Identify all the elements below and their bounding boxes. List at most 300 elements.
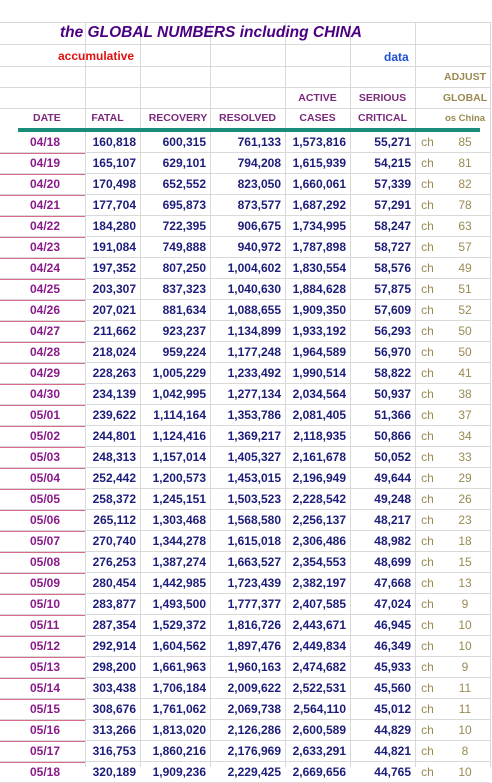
table-row xyxy=(0,300,490,321)
cell-critical: 57,609 xyxy=(374,303,411,317)
cell-recovery: 1,387,274 xyxy=(152,555,206,569)
cell-recovery: 1,442,985 xyxy=(152,576,206,590)
header-resolved: RESOLVED xyxy=(219,112,276,124)
cell-active: 2,449,834 xyxy=(292,639,346,653)
cell-resolved: 1,663,527 xyxy=(227,555,281,569)
cell-recovery: 652,552 xyxy=(162,177,206,191)
cell-fatal: 165,107 xyxy=(92,156,136,170)
cell-recovery: 749,888 xyxy=(162,240,206,254)
cell-ch: ch xyxy=(421,618,434,632)
cell-resolved: 1,277,134 xyxy=(227,387,281,401)
cell-active: 2,228,542 xyxy=(292,492,346,506)
cell-recovery: 1,114,164 xyxy=(153,408,206,422)
cell-recovery: 1,813,020 xyxy=(152,723,206,737)
date-divider xyxy=(0,426,85,427)
cell-recovery: 1,042,995 xyxy=(152,387,206,401)
date-divider xyxy=(0,384,85,385)
cell-fatal: 218,024 xyxy=(92,345,136,359)
header-fatal: FATAL xyxy=(91,112,124,124)
cell-date: 04/18 xyxy=(30,135,61,149)
cell-critical: 58,727 xyxy=(374,240,411,254)
cell-critical: 58,822 xyxy=(374,366,411,380)
table-row xyxy=(0,762,490,783)
cell-critical: 47,668 xyxy=(374,576,411,590)
cell-critical: 57,291 xyxy=(374,198,411,212)
table-row xyxy=(0,510,490,531)
date-divider xyxy=(0,321,85,322)
cell-adjust: 9 xyxy=(461,597,469,611)
cell-fatal: 184,280 xyxy=(92,219,136,233)
cell-critical: 48,699 xyxy=(374,555,411,569)
table-row xyxy=(0,258,490,279)
cell-active: 2,306,486 xyxy=(292,534,346,548)
cell-recovery: 1,493,500 xyxy=(152,597,206,611)
date-divider xyxy=(0,552,85,553)
cell-resolved: 2,176,969 xyxy=(227,744,281,758)
cell-recovery: 1,124,416 xyxy=(152,429,206,443)
table-row xyxy=(0,405,490,426)
grid-line xyxy=(0,87,490,88)
cell-adjust: 34 xyxy=(458,429,472,443)
date-divider xyxy=(0,363,85,364)
cell-critical: 45,012 xyxy=(374,702,411,716)
date-divider xyxy=(0,657,85,658)
cell-critical: 50,937 xyxy=(374,387,411,401)
cell-resolved: 1,134,899 xyxy=(227,324,281,338)
cell-adjust: 49 xyxy=(458,261,472,275)
header-os-china: os China xyxy=(444,113,486,124)
table-row xyxy=(0,174,490,195)
cell-critical: 54,215 xyxy=(374,156,411,170)
table-row xyxy=(0,594,490,615)
cell-resolved: 940,972 xyxy=(237,240,281,254)
cell-ch: ch xyxy=(421,660,434,674)
cell-resolved: 1,353,786 xyxy=(227,408,281,422)
cell-active: 1,787,898 xyxy=(292,240,346,254)
cell-recovery: 1,860,216 xyxy=(152,744,206,758)
cell-ch: ch xyxy=(421,219,434,233)
cell-active: 2,474,682 xyxy=(292,660,346,674)
cell-fatal: 177,704 xyxy=(92,198,136,212)
cell-adjust: 33 xyxy=(458,450,472,464)
cell-active: 2,034,564 xyxy=(292,387,346,401)
cell-date: 04/23 xyxy=(30,240,61,254)
grid-line xyxy=(0,66,490,67)
header-active: ACTIVE xyxy=(298,92,337,104)
date-divider xyxy=(0,216,85,217)
cell-recovery: 1,529,372 xyxy=(152,618,206,632)
cell-date: 05/03 xyxy=(30,450,61,464)
cell-date: 05/08 xyxy=(30,555,61,569)
date-divider xyxy=(0,678,85,679)
cell-critical: 45,933 xyxy=(374,660,411,674)
cell-adjust: 10 xyxy=(458,765,472,779)
cell-ch: ch xyxy=(421,723,434,737)
table-row xyxy=(0,531,490,552)
cell-resolved: 1,723,439 xyxy=(227,576,281,590)
cell-resolved: 1,088,655 xyxy=(227,303,281,317)
cell-critical: 56,293 xyxy=(374,324,411,338)
cell-adjust: 11 xyxy=(458,702,472,716)
cell-date: 04/29 xyxy=(30,366,61,380)
cell-adjust: 18 xyxy=(458,534,472,548)
table-row xyxy=(0,678,490,699)
cell-date: 05/16 xyxy=(30,723,61,737)
cell-resolved: 1,453,015 xyxy=(227,471,281,485)
cell-fatal: 211,662 xyxy=(93,324,136,338)
cell-recovery: 959,224 xyxy=(162,345,206,359)
date-divider xyxy=(0,573,85,574)
cell-date: 05/12 xyxy=(30,639,61,653)
cell-recovery: 837,323 xyxy=(162,282,206,296)
cell-fatal: 303,438 xyxy=(92,681,136,695)
header-adjust: ADJUST xyxy=(443,71,486,83)
table-row xyxy=(0,573,490,594)
cell-resolved: 761,133 xyxy=(237,135,281,149)
date-divider xyxy=(0,258,85,259)
table-row xyxy=(0,657,490,678)
cell-resolved: 1,369,217 xyxy=(227,429,281,443)
cell-recovery: 807,250 xyxy=(162,261,206,275)
cell-date: 04/19 xyxy=(30,156,61,170)
cell-critical: 57,339 xyxy=(374,177,411,191)
cell-resolved: 873,577 xyxy=(237,198,281,212)
date-divider xyxy=(0,615,85,616)
date-divider xyxy=(0,699,85,700)
cell-fatal: 239,622 xyxy=(92,408,136,422)
cell-fatal: 316,753 xyxy=(92,744,136,758)
cell-critical: 50,052 xyxy=(374,450,411,464)
cell-adjust: 63 xyxy=(458,219,472,233)
cell-date: 04/22 xyxy=(30,219,61,233)
table-row xyxy=(0,615,490,636)
cell-adjust: 8 xyxy=(461,744,469,758)
accumulative-label: accumulative xyxy=(58,49,135,63)
cell-ch: ch xyxy=(421,408,434,422)
cell-adjust: 9 xyxy=(461,660,469,674)
cell-fatal: 252,442 xyxy=(92,471,136,485)
cell-resolved: 1,897,476 xyxy=(227,639,281,653)
cell-date: 04/21 xyxy=(30,198,61,212)
cell-ch: ch xyxy=(421,639,434,653)
table-row xyxy=(0,426,490,447)
cell-active: 2,118,935 xyxy=(293,429,346,443)
cell-adjust: 50 xyxy=(458,345,472,359)
cell-active: 1,734,995 xyxy=(292,219,346,233)
table-row xyxy=(0,636,490,657)
cell-ch: ch xyxy=(421,282,434,296)
cell-recovery: 1,303,468 xyxy=(152,513,206,527)
cell-adjust: 41 xyxy=(458,366,472,380)
cell-adjust: 78 xyxy=(458,198,472,212)
cell-resolved: 1,503,523 xyxy=(227,492,281,506)
table-row xyxy=(0,468,490,489)
cell-resolved: 1,040,630 xyxy=(227,282,281,296)
cell-adjust: 15 xyxy=(458,555,472,569)
cell-ch: ch xyxy=(421,135,434,149)
cell-critical: 45,560 xyxy=(374,681,411,695)
cell-ch: ch xyxy=(421,744,434,758)
cell-date: 04/20 xyxy=(30,177,61,191)
cell-critical: 44,829 xyxy=(374,723,411,737)
cell-ch: ch xyxy=(421,303,434,317)
cell-fatal: 228,263 xyxy=(92,366,136,380)
date-divider xyxy=(0,195,85,196)
cell-date: 05/01 xyxy=(30,408,61,422)
date-divider xyxy=(0,300,85,301)
cell-active: 2,669,656 xyxy=(292,765,346,779)
cell-ch: ch xyxy=(421,513,434,527)
cell-ch: ch xyxy=(421,450,434,464)
date-divider xyxy=(0,636,85,637)
cell-adjust: 29 xyxy=(458,471,472,485)
cell-fatal: 320,189 xyxy=(92,765,136,779)
cell-fatal: 313,266 xyxy=(92,723,136,737)
table-row xyxy=(0,153,490,174)
table-row xyxy=(0,720,490,741)
date-divider xyxy=(0,489,85,490)
cell-resolved: 1,177,248 xyxy=(227,345,281,359)
cell-recovery: 1,157,014 xyxy=(152,450,206,464)
cell-date: 05/10 xyxy=(30,597,61,611)
date-divider xyxy=(0,510,85,511)
cell-critical: 46,945 xyxy=(374,618,411,632)
cell-critical: 57,875 xyxy=(374,282,411,296)
cell-critical: 48,217 xyxy=(374,513,411,527)
cell-fatal: 203,307 xyxy=(92,282,136,296)
cell-resolved: 1,816,726 xyxy=(227,618,281,632)
table-row xyxy=(0,741,490,762)
cell-recovery: 923,237 xyxy=(162,324,206,338)
cell-ch: ch xyxy=(421,702,434,716)
cell-adjust: 11 xyxy=(458,681,472,695)
cell-adjust: 50 xyxy=(458,324,472,338)
cell-fatal: 244,801 xyxy=(92,429,136,443)
cell-active: 1,990,514 xyxy=(292,366,346,380)
cell-critical: 58,247 xyxy=(374,219,411,233)
table-row xyxy=(0,699,490,720)
cell-date: 04/24 xyxy=(30,261,61,275)
cell-ch: ch xyxy=(421,324,434,338)
cell-fatal: 308,676 xyxy=(92,702,136,716)
table-row xyxy=(0,384,490,405)
cell-date: 05/09 xyxy=(30,576,61,590)
cell-adjust: 57 xyxy=(458,240,472,254)
cell-critical: 44,765 xyxy=(374,765,411,779)
cell-ch: ch xyxy=(421,261,434,275)
cell-date: 05/02 xyxy=(30,429,61,443)
cell-resolved: 1,233,492 xyxy=(227,366,281,380)
cell-active: 2,256,137 xyxy=(292,513,346,527)
cell-active: 2,354,553 xyxy=(292,555,346,569)
grid-line xyxy=(0,44,490,45)
cell-recovery: 1,245,151 xyxy=(152,492,206,506)
cell-fatal: 298,200 xyxy=(92,660,136,674)
cell-critical: 46,349 xyxy=(374,639,411,653)
cell-fatal: 197,352 xyxy=(92,261,136,275)
cell-resolved: 2,126,286 xyxy=(227,723,281,737)
cell-active: 2,600,589 xyxy=(292,723,346,737)
cell-active: 2,196,949 xyxy=(292,471,346,485)
cell-critical: 49,248 xyxy=(374,492,411,506)
cell-ch: ch xyxy=(421,597,434,611)
cell-critical: 49,644 xyxy=(374,471,411,485)
cell-resolved: 2,229,425 xyxy=(227,765,281,779)
cell-active: 2,407,585 xyxy=(292,597,346,611)
cell-fatal: 292,914 xyxy=(92,639,136,653)
date-divider xyxy=(0,174,85,175)
cell-date: 04/25 xyxy=(30,282,61,296)
date-divider xyxy=(0,468,85,469)
cell-critical: 47,024 xyxy=(374,597,411,611)
cell-active: 1,573,816 xyxy=(292,135,346,149)
table-row xyxy=(0,363,490,384)
cell-fatal: 160,818 xyxy=(92,135,136,149)
cell-ch: ch xyxy=(421,681,434,695)
cell-adjust: 10 xyxy=(458,639,472,653)
cell-recovery: 722,395 xyxy=(162,219,206,233)
cell-date: 05/06 xyxy=(30,513,61,527)
cell-resolved: 823,050 xyxy=(237,177,281,191)
cell-resolved: 1,777,377 xyxy=(227,597,281,611)
cell-ch: ch xyxy=(421,576,434,590)
header-critical: CRITICAL xyxy=(358,112,407,124)
cell-ch: ch xyxy=(421,765,434,779)
cell-date: 04/28 xyxy=(30,345,61,359)
cell-active: 1,964,589 xyxy=(292,345,346,359)
cell-active: 1,884,628 xyxy=(292,282,346,296)
cell-date: 05/07 xyxy=(30,534,61,548)
cell-recovery: 1,200,573 xyxy=(152,471,206,485)
cell-adjust: 23 xyxy=(458,513,472,527)
header-serious: SERIOUS xyxy=(358,92,407,104)
cell-date: 04/26 xyxy=(30,303,61,317)
cell-fatal: 287,354 xyxy=(92,618,136,632)
cell-ch: ch xyxy=(421,198,434,212)
table-row xyxy=(0,447,490,468)
cell-ch: ch xyxy=(421,555,434,569)
date-divider xyxy=(0,741,85,742)
cell-date: 05/13 xyxy=(30,660,61,674)
cell-active: 1,909,350 xyxy=(292,303,346,317)
cell-critical: 51,366 xyxy=(374,408,411,422)
cell-active: 1,830,554 xyxy=(292,261,346,275)
table-row xyxy=(0,132,490,153)
cell-resolved: 906,675 xyxy=(237,219,281,233)
cell-resolved: 1,405,327 xyxy=(227,450,281,464)
cell-date: 05/04 xyxy=(30,471,61,485)
cell-recovery: 629,101 xyxy=(162,156,206,170)
header-date: DATE xyxy=(33,112,61,124)
cell-active: 2,382,197 xyxy=(292,576,346,590)
cell-critical: 56,970 xyxy=(374,345,411,359)
table-row xyxy=(0,342,490,363)
date-divider xyxy=(0,594,85,595)
cell-ch: ch xyxy=(421,177,434,191)
grid-line xyxy=(0,108,490,109)
cell-resolved: 794,208 xyxy=(237,156,281,170)
cell-recovery: 1,661,963 xyxy=(152,660,206,674)
cell-ch: ch xyxy=(421,492,434,506)
cell-active: 2,081,405 xyxy=(292,408,346,422)
cell-date: 04/30 xyxy=(30,387,61,401)
cell-fatal: 283,877 xyxy=(92,597,136,611)
cell-date: 05/18 xyxy=(30,765,61,779)
cell-critical: 48,982 xyxy=(374,534,411,548)
cell-resolved: 2,009,622 xyxy=(227,681,281,695)
cell-ch: ch xyxy=(421,387,434,401)
date-divider xyxy=(0,531,85,532)
data-label: data xyxy=(384,50,409,64)
cell-active: 2,633,291 xyxy=(292,744,346,758)
grid-line xyxy=(0,22,490,23)
cell-ch: ch xyxy=(421,240,434,254)
cell-fatal: 207,021 xyxy=(92,303,136,317)
cell-adjust: 85 xyxy=(458,135,472,149)
date-divider xyxy=(0,720,85,721)
cell-fatal: 191,084 xyxy=(92,240,136,254)
table-row xyxy=(0,216,490,237)
cell-date: 05/14 xyxy=(30,681,61,695)
date-divider xyxy=(0,237,85,238)
cell-adjust: 82 xyxy=(458,177,472,191)
cell-date: 05/11 xyxy=(30,618,60,632)
cell-adjust: 37 xyxy=(458,408,472,422)
cell-active: 2,522,531 xyxy=(292,681,346,695)
date-divider xyxy=(0,153,85,154)
cell-active: 2,161,678 xyxy=(292,450,346,464)
table-row xyxy=(0,552,490,573)
cell-adjust: 38 xyxy=(458,387,472,401)
cell-fatal: 270,740 xyxy=(92,534,136,548)
cell-active: 1,615,939 xyxy=(292,156,346,170)
cell-ch: ch xyxy=(421,345,434,359)
cell-resolved: 1,960,163 xyxy=(227,660,281,674)
table-row xyxy=(0,237,490,258)
cell-fatal: 276,253 xyxy=(92,555,136,569)
table-row xyxy=(0,195,490,216)
cell-fatal: 265,112 xyxy=(93,513,136,527)
cell-resolved: 1,615,018 xyxy=(227,534,281,548)
cell-resolved: 2,069,738 xyxy=(227,702,281,716)
cell-date: 04/27 xyxy=(30,324,61,338)
cell-recovery: 1,005,229 xyxy=(152,366,206,380)
cell-active: 1,687,292 xyxy=(292,198,346,212)
cell-recovery: 600,315 xyxy=(162,135,206,149)
cell-recovery: 1,706,184 xyxy=(152,681,206,695)
table-row xyxy=(0,321,490,342)
cell-critical: 50,866 xyxy=(374,429,411,443)
cell-adjust: 52 xyxy=(458,303,472,317)
cell-active: 2,564,110 xyxy=(293,702,346,716)
cell-ch: ch xyxy=(421,471,434,485)
cell-recovery: 1,761,062 xyxy=(152,702,206,716)
cell-active: 1,660,061 xyxy=(292,177,346,191)
cell-recovery: 881,634 xyxy=(162,303,206,317)
cell-critical: 55,271 xyxy=(374,135,411,149)
cell-recovery: 695,873 xyxy=(162,198,206,212)
cell-adjust: 81 xyxy=(458,156,472,170)
cell-critical: 58,576 xyxy=(374,261,411,275)
table-row xyxy=(0,489,490,510)
cell-date: 05/05 xyxy=(30,492,61,506)
cell-critical: 44,821 xyxy=(374,744,411,758)
cell-date: 05/15 xyxy=(30,702,61,716)
date-divider xyxy=(0,447,85,448)
date-divider xyxy=(0,342,85,343)
cell-resolved: 1,004,602 xyxy=(227,261,281,275)
cell-ch: ch xyxy=(421,429,434,443)
